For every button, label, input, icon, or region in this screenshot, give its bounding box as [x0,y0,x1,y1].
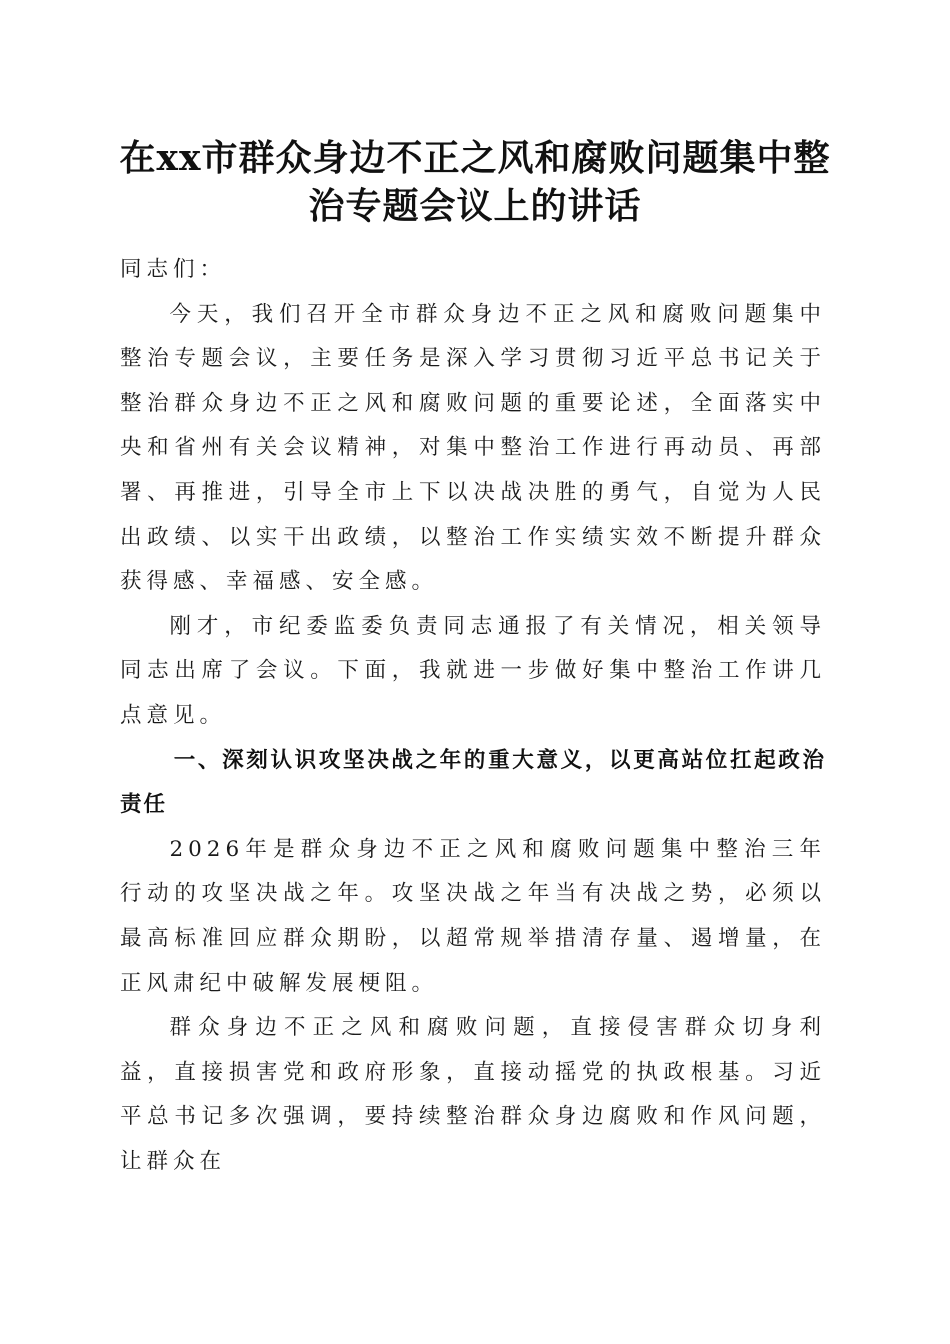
salutation: 同志们： [120,257,227,282]
document-title [118,134,832,230]
document-body [120,248,826,1184]
paragraph-agenda: 刚才，市纪委监委负责同志通报了有关情况，相关领导同志出席了会议。下面，我就进一步做好集中整治工作讲几点意见。 [120,613,826,728]
section-heading-1: 一、深刻认识攻坚决战之年的重大意义，以更高站位扛起政治责任 [120,747,826,818]
title-line-2: 治专题会议上的讲话 [308,185,642,227]
paragraph-intro: 今天，我们召开全市群众身边不正之风和腐败问题集中整治专题会议，主要任务是深入学习贯彻习近平总书记关于整治群众身边不正之风和腐败问题的重要论述，全面落实中央和省州有关会议精神，对集中整治工作进行再动员、再部署、再推进，引导全市上下以决战决胜的勇气，自觉为人民出政绩、以实干出政绩，以整治工作实绩实效不断提升群众获得感、幸福感、安全感。 [120,301,826,595]
title-line-1: 在xx市群众身边不正之风和腐败问题集中整 [119,137,831,179]
paragraph-section1-a: 2026年是群众身边不正之风和腐败问题集中整治三年行动的攻坚决战之年。攻坚决战之年当有决战之势，必须以最高标准回应群众期盼，以超常规举措清存量、遏增量，在正风肃纪中破解发展梗阻。 [120,836,826,996]
paragraph-section1-b: 群众身边不正之风和腐败问题，直接侵害群众切身利益，直接损害党和政府形象，直接动摇党的执政根基。习近平总书记多次强调，要持续整治群众身边腐败和作风问题，让群众在 [120,1015,826,1174]
